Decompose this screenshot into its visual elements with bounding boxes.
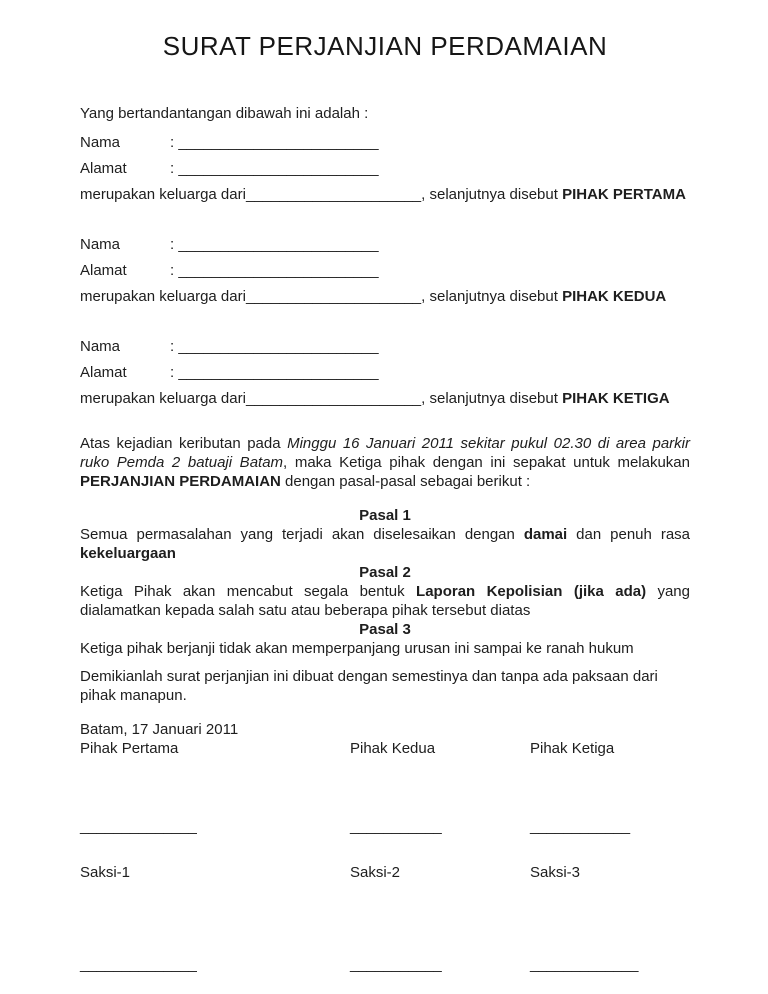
pasal-2-seg2: yang dialamatkan kepada salah satu atau beberapa pihak tersebut diatas xyxy=(80,583,690,619)
family-row xyxy=(80,284,690,310)
nama-blank-line: : ________________________ xyxy=(170,134,379,151)
saksi-2-label: Saksi-2 xyxy=(350,864,401,881)
alamat-row xyxy=(80,258,690,284)
party-label-row xyxy=(80,739,690,758)
signature-line-pertama: ______________ xyxy=(80,818,197,835)
signer-pihak-ketiga: Pihak Ketiga xyxy=(530,740,615,757)
pasal-1-bold1: damai xyxy=(523,526,568,543)
family-blank-line: _____________________ xyxy=(245,186,422,203)
opening-post: dengan pasal-pasal sebagai berikut : xyxy=(280,473,531,490)
nama-blank-line: : ________________________ xyxy=(170,338,379,355)
family-blank-line: _____________________ xyxy=(245,288,422,305)
pasal-1-body xyxy=(80,525,690,563)
pasal-2-heading: Pasal 2 xyxy=(359,564,411,581)
alamat-row xyxy=(80,156,690,182)
nama-row xyxy=(80,232,690,258)
pasal-2-bold1: Laporan Kepolisian (jika ada) xyxy=(416,583,647,600)
family-prefix: merupakan keluarga dari xyxy=(80,390,246,407)
pasal-1-seg2: dan penuh rasa xyxy=(567,526,691,543)
family-row xyxy=(80,182,690,208)
party-designation: PIHAK KEDUA xyxy=(562,288,667,305)
family-prefix: merupakan keluarga dari xyxy=(80,186,246,203)
nama-label: Nama xyxy=(80,338,121,355)
family-mid: , selanjutnya disebut xyxy=(421,390,563,407)
nama-row xyxy=(80,334,690,360)
party-block-ketiga xyxy=(80,334,690,412)
saksi-line-1: ______________ xyxy=(80,956,197,973)
closing-paragraph: Demikianlah surat perjanjian ini dibuat dengan semestinya dan tanpa ada paksaan dari pihak manapun. xyxy=(80,668,658,704)
family-mid: , selanjutnya disebut xyxy=(421,186,563,203)
nama-blank-line: : ________________________ xyxy=(170,236,379,253)
opening-mid: , maka Ketiga pihak dengan ini sepakat untuk melakukan xyxy=(283,454,690,471)
signer-pihak-pertama: Pihak Pertama xyxy=(80,740,179,757)
alamat-blank-line: : ________________________ xyxy=(170,160,379,177)
alamat-label: Alamat xyxy=(80,262,127,279)
saksi-line-3: _____________ xyxy=(530,956,639,973)
saksi-line-2: ___________ xyxy=(350,956,442,973)
opening-incident-detail: Minggu 16 Januari 2011 sekitar pukul 02.30 di area parkir ruko Pemda 2 batuaji Batam xyxy=(80,435,690,471)
party-signature-line-row xyxy=(80,817,690,836)
alamat-blank-line: : ________________________ xyxy=(170,262,379,279)
signature-line-ketiga: ____________ xyxy=(530,818,631,835)
nama-label: Nama xyxy=(80,236,121,253)
signature-line-kedua: ___________ xyxy=(350,818,442,835)
party-block-pertama xyxy=(80,130,690,208)
opening-pre: Atas kejadian keributan pada xyxy=(80,435,288,452)
party-designation: PIHAK PERTAMA xyxy=(562,186,686,203)
opening-agreement-name: PERJANJIAN PERDAMAIAN xyxy=(80,473,281,490)
party-block-kedua xyxy=(80,232,690,310)
pasal-3-seg1: Ketiga pihak berjanji tidak akan memperpanjang urusan ini sampai ke ranah hukum xyxy=(80,640,634,657)
page-title: SURAT PERJANJIAN PERDAMAIAN xyxy=(162,31,608,61)
family-prefix: merupakan keluarga dari xyxy=(80,288,246,305)
pasal-3-heading: Pasal 3 xyxy=(359,621,411,638)
family-blank-line: _____________________ xyxy=(245,390,422,407)
saksi-3-label: Saksi-3 xyxy=(530,864,581,881)
pasal-1-seg1: Semua permasalahan yang terjadi akan diselesaikan dengan xyxy=(80,526,524,543)
saksi-signature-line-row xyxy=(80,955,690,974)
opening-paragraph xyxy=(80,434,690,491)
saksi-label-row xyxy=(80,863,690,882)
alamat-label: Alamat xyxy=(80,160,127,177)
nama-label: Nama xyxy=(80,134,121,151)
pasal-2-body xyxy=(80,582,690,620)
pasal-2-seg1: Ketiga Pihak akan mencabut segala bentuk xyxy=(80,583,417,600)
alamat-label: Alamat xyxy=(80,364,127,381)
pasal-3-body xyxy=(80,639,690,658)
alamat-blank-line: : ________________________ xyxy=(170,364,379,381)
intro-line: Yang bertandantangan dibawah ini adalah : xyxy=(80,105,369,122)
pasal-1-heading: Pasal 1 xyxy=(359,507,411,524)
pasal-1-bold2: kekeluargaan xyxy=(80,545,176,562)
alamat-row xyxy=(80,360,690,386)
signer-pihak-kedua: Pihak Kedua xyxy=(350,740,436,757)
family-row xyxy=(80,386,690,412)
place-date: Batam, 17 Januari 2011 xyxy=(80,721,239,738)
saksi-1-label: Saksi-1 xyxy=(80,864,131,881)
nama-row xyxy=(80,130,690,156)
family-mid: , selanjutnya disebut xyxy=(421,288,563,305)
party-designation: PIHAK KETIGA xyxy=(562,390,670,407)
